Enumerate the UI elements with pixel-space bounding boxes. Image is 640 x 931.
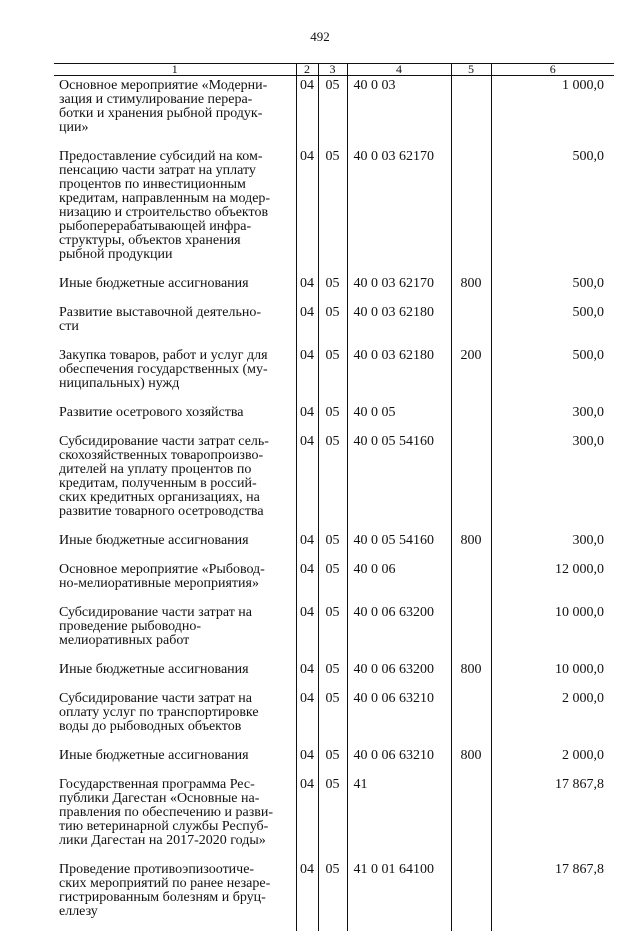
item-name-line: Основное мероприятие «Рыбовод-	[59, 562, 265, 577]
table-row	[54, 603, 614, 660]
item-name	[54, 531, 296, 560]
amount: 500,0	[491, 346, 614, 403]
item-name-line: сти	[59, 319, 79, 334]
expense-type-code	[451, 432, 491, 531]
item-name-line: ских кредитных организациях, на	[59, 490, 260, 505]
item-name	[54, 346, 296, 403]
target-article-code: 41 0 01 64100	[347, 860, 451, 931]
subsection-code: 05	[318, 76, 347, 148]
target-article-code: 40 0 05	[347, 403, 451, 432]
expense-type-code: 800	[451, 660, 491, 689]
item-name-line: структуры, объектов хранения	[59, 233, 241, 248]
table-row	[54, 531, 614, 560]
section-code: 04	[296, 147, 318, 274]
section-code: 04	[296, 775, 318, 860]
subsection-code: 05	[318, 403, 347, 432]
amount: 17 867,8	[491, 860, 614, 931]
item-name-line: но-мелиоративные мероприятия»	[59, 576, 259, 591]
section-code: 04	[296, 746, 318, 775]
subsection-code: 05	[318, 775, 347, 860]
table-row	[54, 560, 614, 603]
section-code: 04	[296, 432, 318, 531]
item-name-line: еллезу	[59, 904, 98, 919]
item-name	[54, 746, 296, 775]
target-article-code: 40 0 06 63200	[347, 660, 451, 689]
expense-type-code	[451, 147, 491, 274]
subsection-code: 05	[318, 274, 347, 303]
item-name	[54, 660, 296, 689]
page-number: 492	[310, 29, 330, 44]
subsection-code: 05	[318, 560, 347, 603]
section-code: 04	[296, 860, 318, 931]
header-cell: 1	[54, 64, 296, 76]
target-article-code: 40 0 06 63210	[347, 746, 451, 775]
item-name-line: публики Дагестан «Основные на-	[59, 791, 260, 806]
target-article-code: 40 0 03 62170	[347, 147, 451, 274]
item-name-line: оплату услуг по транспортировке	[59, 705, 259, 720]
item-name-line: воды до рыбоводных объектов	[59, 719, 242, 734]
subsection-code: 05	[318, 689, 347, 746]
target-article-code: 40 0 03 62170	[347, 274, 451, 303]
item-name	[54, 689, 296, 746]
item-name-line: лики Дагестан на 2017-2020 годы»	[59, 833, 266, 848]
header-cell: 6	[491, 64, 614, 76]
section-code: 04	[296, 603, 318, 660]
amount: 12 000,0	[491, 560, 614, 603]
expense-type-code	[451, 775, 491, 860]
subsection-code: 05	[318, 531, 347, 560]
item-name-line: Субсидирование части затрат сель-	[59, 434, 269, 449]
expense-type-code	[451, 560, 491, 603]
table-row	[54, 303, 614, 346]
table-row	[54, 775, 614, 860]
section-code: 04	[296, 274, 318, 303]
item-name-line: ниципальных) нужд	[59, 376, 180, 391]
table-row	[54, 346, 614, 403]
item-name-line: ботки и хранения рыбной продук-	[59, 106, 263, 121]
item-name-line: Иные бюджетные ассигнования	[59, 533, 249, 548]
item-name-line: процентов по инвестиционным	[59, 177, 246, 192]
item-name-line: рыбной продукции	[59, 247, 173, 262]
table-row	[54, 660, 614, 689]
item-name-line: ских мероприятий по ранее незаре-	[59, 876, 271, 891]
table-row	[54, 403, 614, 432]
header-row	[54, 64, 614, 76]
table-row	[54, 432, 614, 531]
item-name-line: Иные бюджетные ассигнования	[59, 662, 249, 677]
item-name-line: рыбоперерабатывающей инфра-	[59, 219, 252, 234]
item-name	[54, 560, 296, 603]
section-code: 04	[296, 346, 318, 403]
expense-type-code	[451, 303, 491, 346]
item-name-line: обеспечения государственных (му-	[59, 362, 268, 377]
item-name-line: правления по обеспечению и разви-	[59, 805, 274, 820]
expense-type-code: 800	[451, 531, 491, 560]
header-cell: 2	[296, 64, 318, 76]
item-name-line: Основное мероприятие «Модерни-	[59, 78, 268, 93]
header-cell: 3	[318, 64, 347, 76]
budget-table	[54, 63, 614, 931]
target-article-code: 40 0 03	[347, 76, 451, 148]
table-row	[54, 689, 614, 746]
amount: 500,0	[491, 147, 614, 274]
item-name-line: кредитам, направленным на модер-	[59, 191, 271, 206]
target-article-code: 40 0 05 54160	[347, 531, 451, 560]
item-name	[54, 274, 296, 303]
item-name-line: гистрированным болезням и бруц-	[59, 890, 266, 905]
table-row	[54, 76, 614, 148]
table-row	[54, 274, 614, 303]
subsection-code: 05	[318, 147, 347, 274]
section-code: 04	[296, 689, 318, 746]
item-name	[54, 432, 296, 531]
item-name-line: Проведение противоэпизоотиче-	[59, 862, 255, 877]
section-code: 04	[296, 403, 318, 432]
item-name-line: Государственная программа Рес-	[59, 777, 255, 792]
item-name-line: Предоставление субсидий на ком-	[59, 149, 263, 164]
item-name-line: дителей на уплату процентов по	[59, 462, 252, 477]
amount: 300,0	[491, 531, 614, 560]
expense-type-code: 800	[451, 274, 491, 303]
amount: 300,0	[491, 432, 614, 531]
expense-type-code: 200	[451, 346, 491, 403]
item-name-line: Субсидирование части затрат на	[59, 691, 253, 706]
subsection-code: 05	[318, 432, 347, 531]
amount: 10 000,0	[491, 603, 614, 660]
amount: 300,0	[491, 403, 614, 432]
header-cell: 4	[347, 64, 451, 76]
item-name	[54, 76, 296, 148]
expense-type-code	[451, 603, 491, 660]
target-article-code: 40 0 06	[347, 560, 451, 603]
subsection-code: 05	[318, 603, 347, 660]
amount: 17 867,8	[491, 775, 614, 860]
item-name-line: мелиоративных работ	[59, 633, 190, 648]
item-name	[54, 603, 296, 660]
item-name-line: проведение рыбоводно-	[59, 619, 202, 634]
item-name	[54, 403, 296, 432]
expense-type-code: 800	[451, 746, 491, 775]
item-name-line: низацию и строительство объектов	[59, 205, 269, 220]
item-name	[54, 860, 296, 931]
section-code: 04	[296, 76, 318, 148]
target-article-code: 40 0 05 54160	[347, 432, 451, 531]
amount: 2 000,0	[491, 689, 614, 746]
expense-type-code	[451, 76, 491, 148]
item-name-line: тию ветеринарной службы Респуб-	[59, 819, 269, 834]
item-name	[54, 303, 296, 346]
section-code: 04	[296, 531, 318, 560]
item-name-line: Субсидирование части затрат на	[59, 605, 253, 620]
table-row	[54, 147, 614, 274]
item-name-line: Закупка товаров, работ и услуг для	[59, 348, 268, 363]
subsection-code: 05	[318, 860, 347, 931]
table-row	[54, 746, 614, 775]
item-name-line: Иные бюджетные ассигнования	[59, 748, 249, 763]
amount: 2 000,0	[491, 746, 614, 775]
subsection-code: 05	[318, 303, 347, 346]
amount: 1 000,0	[491, 76, 614, 148]
item-name-line: Развитие осетрового хозяйства	[59, 405, 244, 420]
item-name-line: скохозяйственных товаропроизво-	[59, 448, 264, 463]
target-article-code: 40 0 03 62180	[347, 346, 451, 403]
section-code: 04	[296, 560, 318, 603]
item-name	[54, 775, 296, 860]
subsection-code: 05	[318, 746, 347, 775]
item-name-line: кредитам, полученным в россий-	[59, 476, 257, 491]
expense-type-code	[451, 403, 491, 432]
item-name	[54, 147, 296, 274]
subsection-code: 05	[318, 660, 347, 689]
amount: 500,0	[491, 303, 614, 346]
expense-type-code	[451, 860, 491, 931]
amount: 500,0	[491, 274, 614, 303]
section-code: 04	[296, 303, 318, 346]
header-cell: 5	[451, 64, 491, 76]
target-article-code: 41	[347, 775, 451, 860]
table-row	[54, 860, 614, 931]
item-name-line: развитие товарного осетроводства	[59, 504, 264, 519]
item-name-line: пенсацию части затрат на уплату	[59, 163, 256, 178]
item-name-line: ции»	[59, 120, 89, 135]
amount: 10 000,0	[491, 660, 614, 689]
target-article-code: 40 0 06 63200	[347, 603, 451, 660]
expense-type-code	[451, 689, 491, 746]
item-name-line: зация и стимулирование перера-	[59, 92, 253, 107]
item-name-line: Иные бюджетные ассигнования	[59, 276, 249, 291]
item-name-line: Развитие выставочной деятельно-	[59, 305, 262, 320]
target-article-code: 40 0 03 62180	[347, 303, 451, 346]
target-article-code: 40 0 06 63210	[347, 689, 451, 746]
section-code: 04	[296, 660, 318, 689]
subsection-code: 05	[318, 346, 347, 403]
